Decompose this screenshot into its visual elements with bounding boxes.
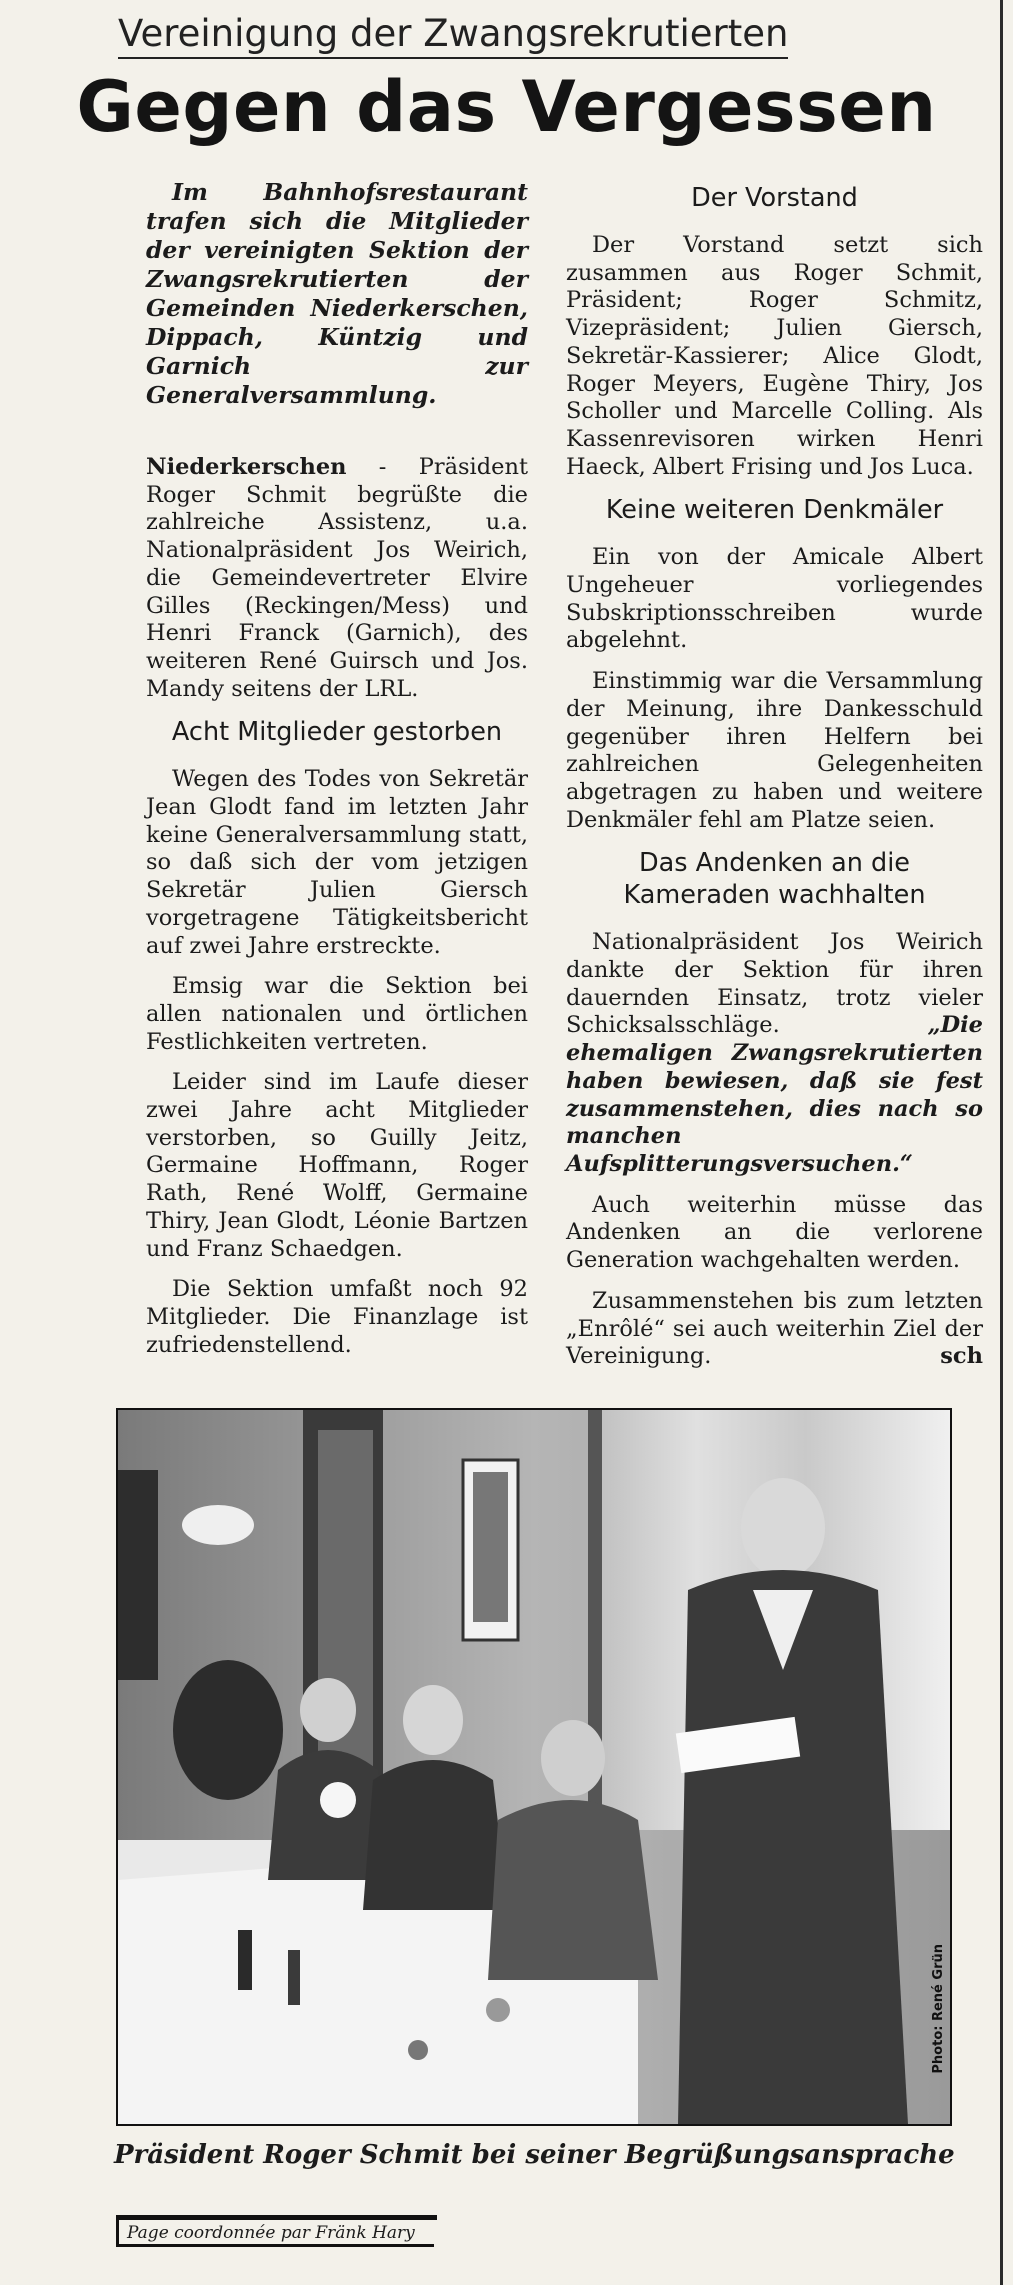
paragraph xyxy=(566,1288,983,1371)
article-column-right xyxy=(566,182,983,1384)
paragraph: Ein von der Amicale Albert Ungeheuer vorliegendes Subskriptionsschreiben wurde abgelehnt. xyxy=(566,544,983,654)
paragraph: Die Sektion umfaßt noch 92 Mitglieder. Die Finanzlage ist zufriedenstellend. xyxy=(146,1276,528,1358)
subheading: Keine weiteren Denkmäler xyxy=(605,495,944,526)
paragraph: Emsig war die Sektion bei allen nationalen und örtlichen Festlichkeiten vertreten. xyxy=(146,973,528,1055)
article-kicker: Vereinigung der Zwangsrekrutierten xyxy=(118,12,788,59)
news-photo xyxy=(116,1408,952,2126)
photo-illustration xyxy=(118,1410,950,2124)
subheading: Das Andenken an die Kameraden wachhalten xyxy=(623,848,926,911)
article-lead: Im Bahnhofsrestaurant trafen sich die Mitglieder der vereinigten Sektion der Zwangsrekrutierten der Gemeinden Niederkerschen, Dippach, Küntzig und Garnich zur Generalversammlung. xyxy=(146,178,528,409)
coordination-box xyxy=(116,2215,434,2247)
paragraph: Leider sind im Laufe dieser zwei Jahre acht Mitglieder verstorben, so Guilly Jeitz, Germaine Hoffmann, Roger Rath, René Wolff, Germaine Thiry, Jean Glodt, Léonie Bartzen und Franz Schaedgen. xyxy=(146,1069,528,1262)
photo-caption: Präsident Roger Schmit bei seiner Begrüßungsansprache xyxy=(114,2140,955,2170)
author-initials: sch xyxy=(940,1343,983,1370)
coordination-note: Page coordonnée par Fränk Hary xyxy=(127,2223,415,2243)
article-headline: Gegen das Vergessen xyxy=(76,66,937,148)
subheading: Der Vorstand xyxy=(691,183,858,213)
paragraph: Auch weiterhin müsse das Andenken an die verlorene Generation wachgehalten werden. xyxy=(566,1191,983,1274)
paragraph-text: - Präsident Roger Schmit begrüßte die zahlreiche Assistenz, u.a. Nationalpräsident Jos Weirich, die Gemeindevertreter Elvire Gilles (Reckingen/Mess) und Henri Franck (Garnich), des weiteren René Guirsch und Jos. Mandy seitens der LRL. xyxy=(146,454,528,702)
coordination-bar xyxy=(119,2215,437,2220)
subheading: Acht Mitglieder gestorben xyxy=(171,717,503,748)
paragraph-text: Nationalpräsident Jos Weirich dankte der Sektion für ihren dauernden Einsatz, trotz vieler Schicksalsschläge. xyxy=(566,929,983,1039)
paragraph-text: Zusammenstehen bis zum letzten „Enrôlé“ sei auch weiterhin Ziel der Vereinigung. xyxy=(566,1287,983,1370)
paragraph xyxy=(566,929,983,1178)
dateline: Niederkerschen xyxy=(146,454,347,480)
paragraph: Wegen des Todes von Sekretär Jean Glodt fand im letzten Jahr keine Generalversammlung statt, so daß sich der vom jetzigen Sekretär Julien Giersch vorgetragene Tätigkeitsbericht auf zwei Jahre erstreckte. xyxy=(146,766,528,959)
article-column-left xyxy=(146,178,528,1372)
paragraph: Einstimmig war die Versammlung der Meinung, ihre Dankesschuld gegenüber ihren Helfern bei zahlreichen Gelegenheiten abgetragen zu haben und weitere Denkmäler fehl am Platze seien. xyxy=(566,668,983,833)
column-rule xyxy=(1000,0,1003,2285)
quote: „Die ehemaligen Zwangsrekrutierten haben bewiesen, daß sie fest zusammenstehen, dies nach so manchen Aufsplitterungsversuchen.“ xyxy=(566,1012,983,1177)
paragraph: Der Vorstand setzt sich zusammen aus Roger Schmit, Präsident; Roger Schmitz, Vizepräsident; Julien Giersch, Sekretär-Kassierer; Alice Glodt, Roger Meyers, Eugène Thiry, Jos Scholler und Marcelle Colling. Als Kassenrevisoren wirken Henri Haeck, Albert Frising und Jos Luca. xyxy=(566,232,983,480)
paragraph xyxy=(146,454,528,703)
photo-credit: Photo: René Grün xyxy=(931,1944,946,2074)
